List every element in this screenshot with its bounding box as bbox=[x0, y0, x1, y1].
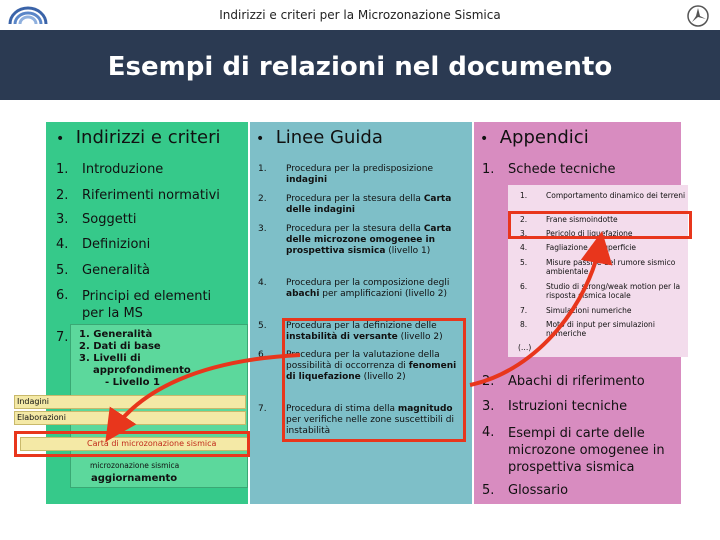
bullet: • bbox=[480, 131, 489, 147]
list-item-text: Principi ed elementi per la MS bbox=[82, 289, 212, 321]
guide-item: Procedura per la stesura della Carta delle microzone omogenee in prospettiva sismica (livello 1) bbox=[286, 224, 452, 256]
list-item: 2. bbox=[56, 188, 69, 203]
emblem-icon bbox=[686, 4, 710, 28]
sheet-item: Comportamento dinamico dei terreni bbox=[546, 191, 686, 200]
sheet-number: 4. bbox=[520, 243, 528, 252]
sheet-number: 6. bbox=[520, 282, 528, 291]
sheet-item: Moto di input per simulazioni numeriche bbox=[546, 320, 655, 338]
list-item-text: Soggetti bbox=[82, 212, 137, 227]
document-title: Indirizzi e criteri per la Microzonazione Sismica bbox=[219, 8, 501, 22]
guide-number: 2. bbox=[258, 194, 267, 204]
more-indicator: (…) bbox=[518, 343, 532, 352]
sheet-number: 8. bbox=[520, 320, 528, 329]
highlight-box-appendix bbox=[508, 211, 692, 239]
sheet-item: Simulazioni numeriche bbox=[546, 306, 632, 315]
sheet-number: 1. bbox=[520, 191, 528, 200]
guide-number: 7. bbox=[258, 404, 267, 414]
guide-item: Procedura per la definizione delle instabilità di versante (livello 2) bbox=[286, 321, 443, 342]
subcard-line: 1. Generalità bbox=[79, 329, 153, 340]
sheet-item: Fagliazione di superficie bbox=[546, 243, 636, 252]
appendix-number: 3. bbox=[482, 399, 495, 414]
sheet-item: Frane sismoindotte bbox=[546, 215, 618, 224]
heading-text: Indirizzi e criteri bbox=[75, 127, 221, 148]
guide-item: Procedura per la stesura della Carta delle indagini bbox=[286, 194, 452, 215]
guide-item: Procedura di stima della magnitudo per verifiche nelle zone suscettibili di instabilità bbox=[286, 404, 454, 436]
bar-carta-ms: Carta di microzonazione sismica bbox=[20, 437, 248, 451]
slide-title: Esempi di relazioni nel documento bbox=[107, 52, 613, 82]
appendix-number: 2. bbox=[482, 374, 495, 389]
list-item-text: Riferimenti normativi bbox=[82, 188, 220, 203]
guide-number: 6. bbox=[258, 350, 267, 360]
sheet-item: Studio di strong/weak motion per la risposta sismica locale bbox=[546, 282, 681, 300]
appendix-item: Istruzioni tecniche bbox=[508, 399, 628, 414]
guide-number: 4. bbox=[258, 278, 267, 288]
column-heading-3 bbox=[480, 127, 589, 157]
appendix-item: Schede tecniche bbox=[508, 162, 616, 177]
sheet-item: Pericolo di liquefazione bbox=[546, 229, 633, 238]
heading-text: Appendici bbox=[499, 127, 589, 148]
guide-item: Procedura per la predisposizione indagini bbox=[286, 164, 433, 185]
list-item-text: Generalità bbox=[82, 263, 150, 278]
subcard-line: 3. Livelli di bbox=[79, 353, 141, 364]
list-item: 3. bbox=[56, 212, 69, 227]
column-heading-1 bbox=[56, 127, 221, 157]
appendix-number: 5. bbox=[482, 483, 495, 498]
bar-indagini: Indagini bbox=[14, 395, 246, 409]
appendix-number: 4. bbox=[482, 425, 495, 440]
guide-number: 1. bbox=[258, 164, 267, 174]
subcard-line: approfondimento bbox=[93, 365, 191, 376]
appendix-item: Esempi di carte delle microzone omogenee in prospettiva sismica bbox=[508, 426, 665, 475]
sheet-number: 2. bbox=[520, 215, 528, 224]
guide-item: Procedura per la composizione degli abachi per amplificazioni (livello 2) bbox=[286, 278, 450, 299]
highlight-box-map bbox=[14, 431, 250, 457]
list-item: 1. bbox=[56, 162, 69, 177]
list-item: 5. bbox=[56, 263, 69, 278]
sheet-item: Misure passive del rumore sismico ambientale bbox=[546, 258, 676, 276]
bullet: • bbox=[56, 131, 65, 147]
guide-number: 3. bbox=[258, 224, 267, 234]
guide-number: 5. bbox=[258, 321, 267, 331]
appendix-item: Glossario bbox=[508, 483, 569, 498]
sheet-number: 5. bbox=[520, 258, 528, 267]
heading-text: Linee Guida bbox=[275, 127, 383, 148]
slide-header bbox=[0, 30, 720, 100]
sheet-number: 7. bbox=[520, 306, 528, 315]
guide-item: Procedura per la valutazione della possibilità di occorrenza di fenomeni di liquefazione (livello 2) bbox=[286, 350, 457, 382]
bar-caption: microzonazione sismica bbox=[90, 461, 180, 470]
top-bar bbox=[0, 0, 720, 30]
list-item-text: Introduzione bbox=[82, 162, 164, 177]
appendix-item: Abachi di riferimento bbox=[508, 374, 645, 389]
bullet: • bbox=[256, 131, 265, 147]
subcard-line: 2. Dati di base bbox=[79, 341, 161, 352]
highlight-box-guidelines bbox=[282, 318, 466, 442]
subcard-bottom: aggiornamento bbox=[91, 473, 178, 484]
list-item-text: Definizioni bbox=[82, 237, 151, 252]
list-item: 7. bbox=[56, 330, 69, 345]
column-heading-2 bbox=[256, 127, 383, 157]
sheet-number: 3. bbox=[520, 229, 528, 238]
list-item: 6. bbox=[56, 288, 69, 303]
subcard-line: - Livello 1 bbox=[105, 377, 160, 388]
bar-elaborazioni: Elaborazioni bbox=[14, 411, 246, 425]
appendix-number: 1. bbox=[482, 162, 495, 177]
list-item: 4. bbox=[56, 237, 69, 252]
